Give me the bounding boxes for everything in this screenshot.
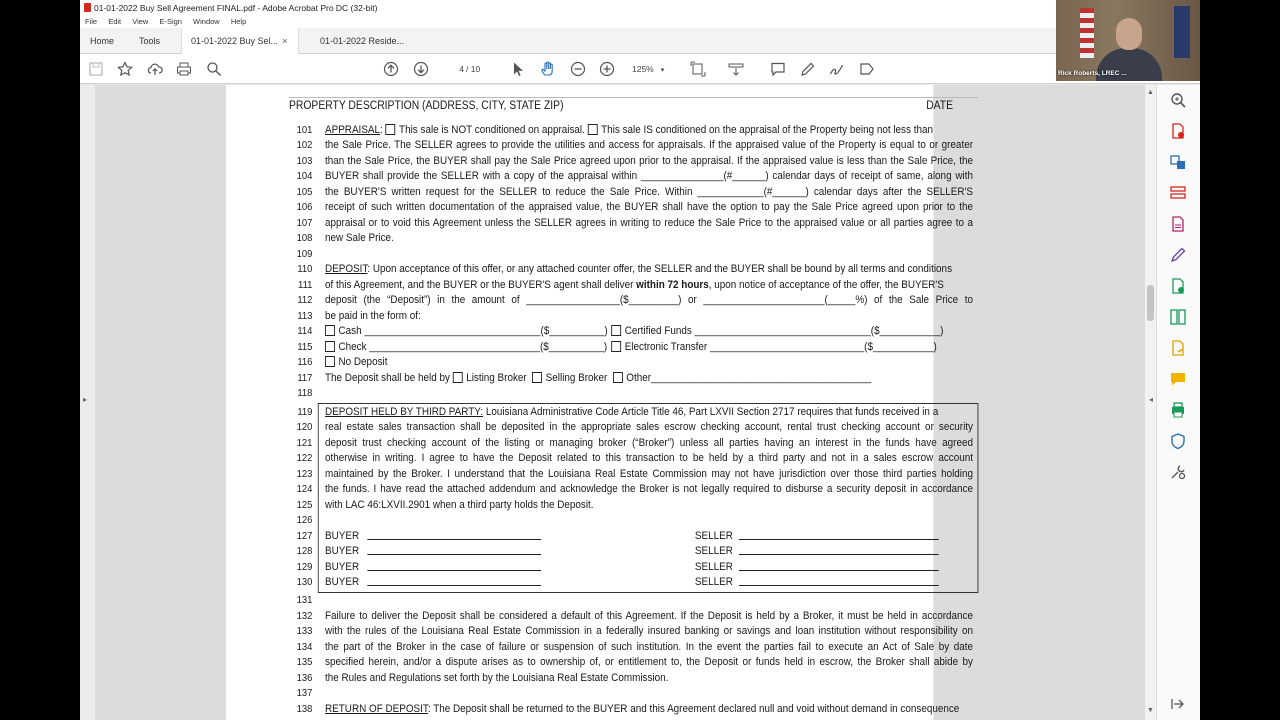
zoom-level-select[interactable] <box>632 62 674 77</box>
buyer-signature-4 <box>325 576 541 589</box>
line-132: Failure to deliver the Deposit shall be considered a default of this Agreement. If the Deposit is held by a Broker, it must be held in accordance <box>325 610 973 622</box>
seller-signature-4 <box>695 576 939 589</box>
electronic-transfer-checkbox[interactable] <box>611 341 621 352</box>
scroll-down-icon[interactable]: ▼ <box>1147 707 1154 714</box>
scrollbar-thumb[interactable] <box>1147 285 1154 321</box>
line-number: 114 <box>297 325 313 337</box>
no-deposit-checkbox[interactable] <box>325 356 335 367</box>
line-number: 122 <box>296 452 313 464</box>
window-title: 01-01-2022 Buy Sell Agreement FINAL.pdf - Adobe Acrobat Pro DC (32-bit) <box>94 3 378 13</box>
line-134: the part of the Broker in the case of failure or suspension of such institution. In the event the parties fail to execute an Act of Sale by date <box>325 641 973 653</box>
line-number: 127 <box>296 530 313 542</box>
line-number: 129 <box>296 561 313 573</box>
tab-bar <box>80 28 1200 54</box>
seller-signature-line[interactable] <box>739 561 939 571</box>
buyer-signature-line[interactable] <box>367 561 541 571</box>
line-112: deposit (the “Deposit”) in the amount of _________________($_________) or ______________________(_____%) of the Sale Price to <box>325 294 973 306</box>
line-number: 117 <box>297 372 313 384</box>
line-number: 130 <box>296 576 313 588</box>
buyer-signature-line[interactable] <box>367 545 541 555</box>
line-number: 138 <box>296 703 313 715</box>
return-of-deposit-text: : The Deposit shall be returned to the BUYER and this Agreement declared null and void without demand in consequence <box>427 703 960 715</box>
line-107: appraisal or to void this Agreement unless the SELLER agrees in writing to reduce the Sale Price to the appraised value or all parties agree to a <box>325 217 973 229</box>
deposit-held-by-label: The Deposit shall be held by <box>325 372 450 384</box>
selling-broker-checkbox[interactable] <box>532 372 542 383</box>
line-number: 113 <box>297 310 313 322</box>
seller-signature-3 <box>695 561 939 574</box>
scroll-up-icon[interactable]: ▲ <box>1147 89 1154 96</box>
check-checkbox[interactable] <box>325 341 335 352</box>
line-number: 116 <box>297 356 313 368</box>
tab-home-label: Home <box>90 36 115 46</box>
zoom-out-icon[interactable] <box>570 61 586 77</box>
chevron-down-icon: ▾ <box>660 67 665 74</box>
line-number: 131 <box>296 594 313 606</box>
line-number: 106 <box>296 201 313 213</box>
scroll-mode-icon[interactable] <box>728 61 744 77</box>
menu-window[interactable]: Window <box>193 17 220 26</box>
pdf-file-icon <box>84 3 91 12</box>
line-number: 132 <box>296 610 313 622</box>
line-number: 105 <box>296 186 313 198</box>
deposit-line-110 <box>325 263 952 276</box>
line-number: 121 <box>296 437 313 449</box>
cash-label: Cash ________________________________($__________) <box>338 325 608 337</box>
appraisal-option-b: This sale IS conditioned on the appraisal of the Property being not less than <box>601 124 933 136</box>
collapse-pane-icon[interactable]: ◂ <box>1149 395 1154 404</box>
appraisal-conditioned-checkbox[interactable] <box>588 124 598 135</box>
tab-residential-agreement[interactable] <box>311 28 413 54</box>
line-111-c: , upon notice of acceptance of the offer, the BUYER'S <box>708 279 944 291</box>
line-120: real estate sales transaction shall be deposited in the appropriate sales escrow checking account, rental trust checking account or security <box>325 421 973 433</box>
third-party-title: DEPOSIT HELD BY THIRD PARTY: <box>325 406 484 418</box>
line-number: 133 <box>296 625 313 637</box>
zoom-search-icon[interactable] <box>1169 91 1187 109</box>
next-page-icon[interactable] <box>413 61 429 77</box>
edit-tag-icon[interactable] <box>859 61 875 77</box>
buyer-label: BUYER <box>325 530 360 542</box>
tools-pane <box>1149 85 1200 720</box>
line-111 <box>325 279 944 292</box>
date-header: DATE <box>926 100 954 112</box>
request-signatures-icon[interactable] <box>1169 277 1187 295</box>
header-divider <box>289 97 978 98</box>
line-number: 123 <box>296 468 313 480</box>
buyer-label: BUYER <box>325 561 360 573</box>
buyer-label: BUYER <box>325 545 360 557</box>
line-121: deposit trust checking account of the listing or managing broker (“Broker”) unless all parties having an interest in the funds have agreed <box>325 437 973 449</box>
deposit-title: DEPOSIT <box>325 263 368 275</box>
line-number: 108 <box>296 232 313 244</box>
close-tab-icon[interactable]: × <box>282 36 288 46</box>
deposit-text: : Upon acceptance of this offer, or any attached counter offer, the SELLER and the BUYER shall be bound by all terms and conditions <box>367 263 953 275</box>
menu-view[interactable]: View <box>132 17 149 26</box>
line-number: 119 <box>297 406 313 418</box>
line-113: be paid in the form of: <box>325 310 421 322</box>
tab-buy-sell-label: 01-01-2022 Buy Sel... <box>191 36 279 46</box>
more-tools-icon[interactable] <box>1169 463 1187 481</box>
line-124: the funds. I have read the attached addendum and acknowledge the Broker is not legally required to disburse a security deposit in accordance <box>325 483 973 495</box>
line-number: 115 <box>297 341 313 353</box>
line-number: 110 <box>297 263 313 275</box>
property-description-header: PROPERTY DESCRIPTION (ADDRESS, CITY, STATE ZIP) <box>289 100 564 112</box>
line-number: 137 <box>296 687 313 699</box>
highlight-pen-icon[interactable] <box>800 61 816 77</box>
sign-icon[interactable] <box>829 61 845 77</box>
previous-page-icon[interactable] <box>383 61 399 77</box>
listing-broker-checkbox[interactable] <box>453 372 463 383</box>
electronic-transfer-label: Electronic Transfer ____________________________($___________) <box>624 341 937 353</box>
presenter-name: Rick Roberts, LREC ... <box>1058 70 1127 77</box>
line-125: with LAC 46:LXVII.2901 when a third party holds the Deposit. <box>325 499 594 511</box>
seller-label: SELLER <box>694 545 733 557</box>
line-number: 112 <box>297 294 313 306</box>
tab-tools-label: Tools <box>139 36 161 46</box>
page-total: / 10 <box>466 64 481 74</box>
expand-left-panel-icon[interactable]: ▸ <box>83 395 88 404</box>
create-pdf-icon[interactable] <box>1169 215 1187 233</box>
flag-left <box>1080 8 1094 58</box>
select-cursor-icon[interactable] <box>510 61 526 77</box>
collapse-tools-pane-icon[interactable] <box>1169 695 1187 713</box>
line-number: 128 <box>296 545 313 557</box>
document-view[interactable] <box>95 85 1144 720</box>
line-number: 118 <box>297 387 313 399</box>
organize-pages-icon[interactable] <box>1169 184 1187 202</box>
no-deposit-label: No Deposit <box>338 356 388 368</box>
seller-label: SELLER <box>694 530 733 542</box>
return-of-deposit-line-138 <box>325 703 959 716</box>
page-number-input[interactable]: 4 <box>459 64 464 74</box>
line-102: the Sale Price. The SELLER agrees to provide the utilities and access for appraisals. If the appraised value of the Property is equal to or greater <box>325 139 973 151</box>
line-115-check <box>325 341 607 354</box>
line-104: BUYER shall provide the SELLER with a copy of the appraisal within _______________(#______) calendar days of receipt of same, along with <box>325 170 973 182</box>
seller-signature-line[interactable] <box>739 545 939 555</box>
menu-esign[interactable]: E-Sign <box>159 17 182 26</box>
certified-funds-label: Certified Funds ________________________________($___________) <box>624 325 944 337</box>
toolbar <box>80 54 1200 84</box>
title-bar <box>80 0 1200 16</box>
line-108: new Sale Price. <box>325 232 394 244</box>
line-number: 103 <box>296 155 313 167</box>
line-number: 125 <box>296 499 313 511</box>
edit-pdf-icon[interactable] <box>1169 153 1187 171</box>
line-number: 109 <box>296 248 313 260</box>
presenter-head <box>1116 18 1142 50</box>
search-icon[interactable] <box>206 61 222 77</box>
buyer-label: BUYER <box>325 576 360 588</box>
line-106: receipt of such written documentation of the appraised value, the BUYER shall have the option to pay the Sale Price agreed upon prior to the <box>325 201 973 213</box>
seller-signature-line[interactable] <box>739 576 939 586</box>
appraisal-title: APPRAISAL <box>325 124 381 136</box>
line-number: 136 <box>296 672 313 684</box>
line-136: the Rules and Regulations set forth by the Louisiana Real Estate Commission. <box>325 672 669 684</box>
line-number: 107 <box>296 217 313 229</box>
tab-residential-label: 01-01-2022 Reside... <box>320 36 405 46</box>
zoom-in-icon[interactable] <box>599 61 615 77</box>
seller-signature-2 <box>695 545 939 558</box>
menu-bar <box>80 16 1200 28</box>
menu-edit[interactable]: Edit <box>108 17 122 26</box>
return-of-deposit-title: RETURN OF DEPOSIT <box>325 703 428 715</box>
buyer-signature-3 <box>325 561 541 574</box>
tab-tools[interactable] <box>130 28 169 54</box>
webcam-video-overlay <box>1056 0 1200 81</box>
certified-funds-checkbox[interactable] <box>611 325 621 336</box>
line-number: 104 <box>296 170 313 182</box>
other-label: Other________________________________________ <box>626 372 872 384</box>
line-number: 135 <box>296 656 313 668</box>
buyer-signature-line[interactable] <box>367 576 541 586</box>
line-122: otherwise in writing. I agree to have the Deposit related to this transaction to be held by a third party and not in a sales escrow account <box>325 452 973 464</box>
compare-files-icon[interactable] <box>1169 308 1187 326</box>
pdf-page <box>226 85 973 720</box>
send-for-comments-icon[interactable] <box>1169 339 1187 357</box>
hand-tool-icon[interactable] <box>540 61 556 77</box>
line-114-certified <box>611 325 943 338</box>
protect-shield-icon[interactable] <box>1169 432 1187 450</box>
line-114-cash <box>325 325 608 338</box>
appraisal-line-101: APPRAISAL: This sale is NOT conditioned on appraisal. This sale IS conditioned on the appraisal of the Property being not less than <box>325 124 933 136</box>
tab-home[interactable] <box>81 28 123 54</box>
export-pdf-icon[interactable] <box>1169 122 1187 140</box>
tab-buy-sell-agreement[interactable] <box>181 28 299 54</box>
zoom-value: 125% <box>632 64 654 74</box>
seller-signature-line[interactable] <box>739 530 939 540</box>
cash-checkbox[interactable] <box>325 325 335 336</box>
line-117 <box>325 372 871 385</box>
buyer-signature-2 <box>325 545 541 558</box>
flag-right <box>1174 6 1190 58</box>
line-number: 124 <box>296 483 313 495</box>
comment-tool-icon[interactable] <box>1169 370 1187 388</box>
line-105: the BUYER'S written request for the SELLER to reduce the Sale Price. Within ____________(#______) calendar days after the SELLER'S <box>325 186 973 198</box>
appraisal-not-conditioned-checkbox[interactable] <box>386 124 396 135</box>
fill-sign-icon[interactable] <box>1169 246 1187 264</box>
within-72-hours: within 72 hours <box>636 279 709 291</box>
line-number: 111 <box>298 279 313 291</box>
line-135: specified herein, and/or a dispute arises as to ownership of, or entitlement to, the Deposit or funds held in escrow, the Broker shall abide by <box>325 656 973 668</box>
menu-file[interactable]: File <box>85 17 98 26</box>
upload-cloud-icon[interactable] <box>147 61 163 77</box>
bookmark-star-icon[interactable] <box>117 61 133 77</box>
print-production-icon[interactable] <box>1169 401 1187 419</box>
line-123: maintained by the Broker. I understand that the Louisiana Real Estate Commission may not have jurisdiction over those third parties holding <box>325 468 973 480</box>
line-number: 120 <box>296 421 313 433</box>
acrobat-window <box>80 0 1200 720</box>
check-label: Check _______________________________($__________) <box>338 341 608 353</box>
appraisal-option-a: This sale is NOT conditioned on appraisal. <box>399 124 585 136</box>
seller-label: SELLER <box>694 561 733 573</box>
seller-signature-1 <box>695 530 939 543</box>
seller-label: SELLER <box>694 576 733 588</box>
buyer-signature-1 <box>325 530 541 543</box>
menu-help[interactable]: Help <box>230 17 247 26</box>
line-number: 134 <box>296 641 313 653</box>
print-icon[interactable] <box>176 61 192 77</box>
line-119 <box>325 406 938 419</box>
save-icon[interactable] <box>88 61 104 77</box>
line-number: 102 <box>296 139 313 151</box>
comment-icon[interactable] <box>770 61 786 77</box>
line-103: than the Sale Price, the BUYER shall pay the Sale Price agreed upon prior to the appraisal. If the appraised value is less than the Sale Price, the <box>325 155 973 167</box>
line-133: with the rules of the Louisiana Real Estate Commission in a federally insured banking or savings and loan institution without responsibility on <box>325 625 973 637</box>
third-party-text: Louisiana Administrative Code Article Title 46, Part LXVII Section 2717 requires that funds received in a <box>483 406 939 418</box>
left-panel-toggle[interactable] <box>80 85 95 720</box>
line-number: 126 <box>296 514 313 526</box>
selling-broker-label: Selling Broker <box>545 372 608 384</box>
line-number: 101 <box>296 124 313 136</box>
line-116 <box>325 356 387 369</box>
line-111-a: of this Agreement, and the BUYER or the BUYER'S agent shall deliver <box>325 279 637 291</box>
other-checkbox[interactable] <box>613 372 623 383</box>
buyer-signature-line[interactable] <box>367 530 541 540</box>
page-fit-icon[interactable] <box>690 61 706 77</box>
line-115-electronic <box>611 341 937 354</box>
listing-broker-label: Listing Broker <box>466 372 527 384</box>
